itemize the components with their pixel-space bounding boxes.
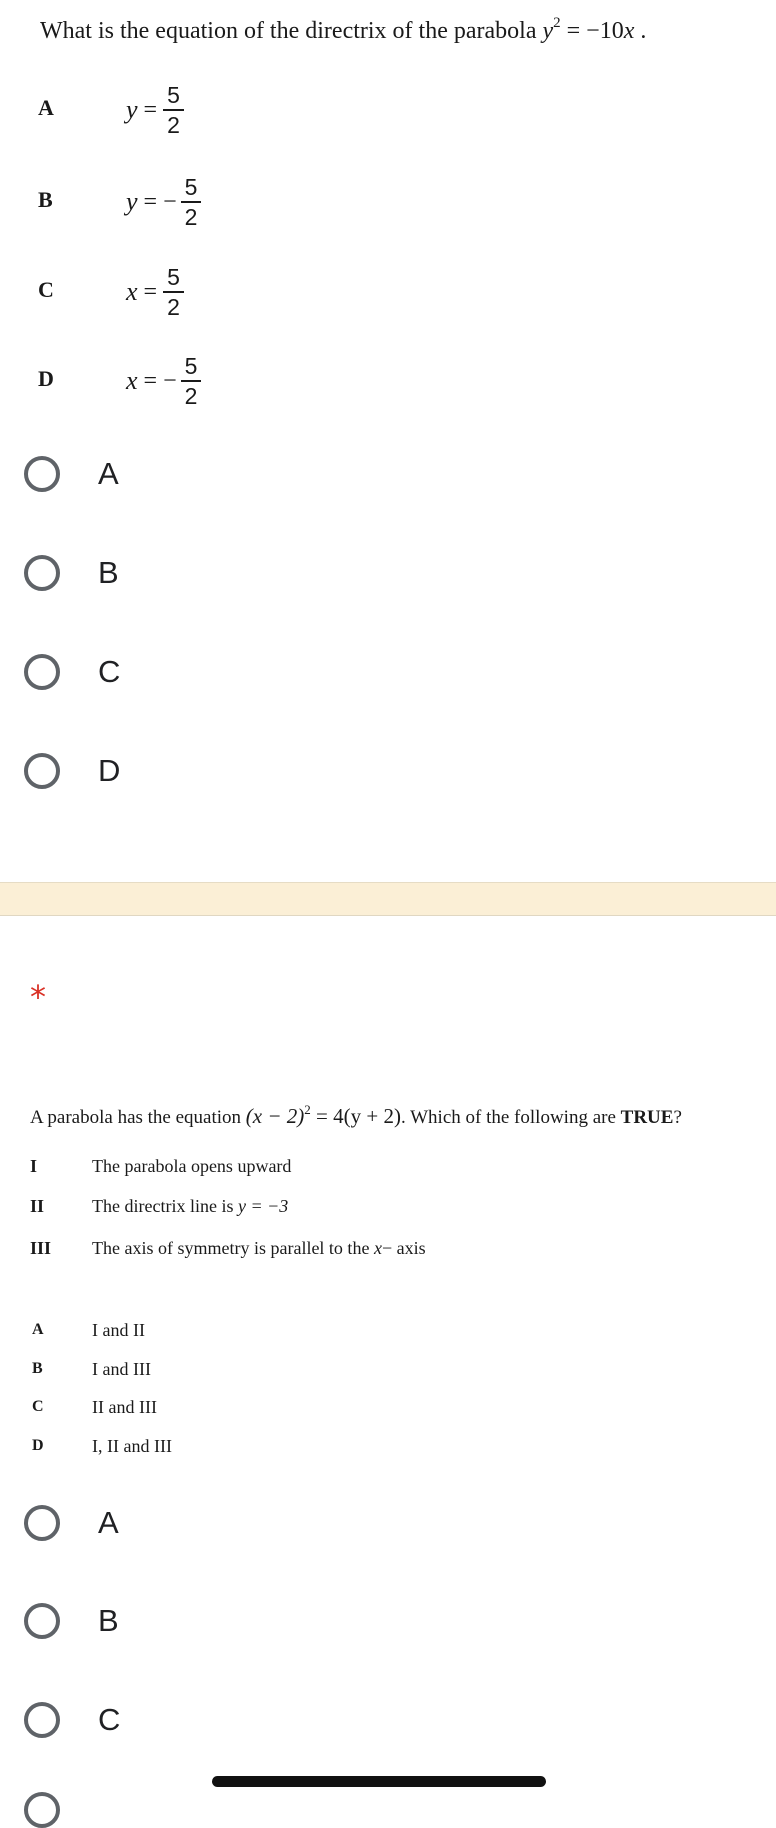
fraction-denominator: 2 xyxy=(184,204,198,230)
radio-button-icon[interactable] xyxy=(24,1702,60,1738)
radio-label: B xyxy=(98,555,119,590)
option-equals: = xyxy=(143,188,158,215)
statement-text-part: The axis of symmetry is parallel to the xyxy=(92,1238,370,1258)
q1-radio-option-b[interactable] xyxy=(24,545,119,601)
statement-number: III xyxy=(30,1238,52,1258)
question2-stem-post: . Which of the following are xyxy=(400,1107,616,1128)
radio-label: C xyxy=(98,1702,121,1737)
option-equation xyxy=(126,257,184,327)
question1-stem-math xyxy=(542,15,640,44)
statement-math: y = −3 xyxy=(237,1196,289,1216)
q1-radio-option-c[interactable] xyxy=(24,644,120,700)
option-var: x xyxy=(126,277,138,306)
radio-label: D xyxy=(98,753,121,788)
option-var: y xyxy=(126,95,138,124)
question1-stem-text: What is the equation of the directrix of the parabola xyxy=(40,18,537,44)
fraction-denominator: 2 xyxy=(184,383,198,409)
question2-equation xyxy=(246,1104,401,1128)
q2-radio-option-c[interactable] xyxy=(24,1692,120,1748)
q2-radio-option-a[interactable] xyxy=(24,1495,119,1551)
radio-button-icon[interactable] xyxy=(24,1505,60,1541)
question2-stem-bold: TRUE xyxy=(620,1107,674,1128)
statement-text xyxy=(92,1196,288,1217)
q1-radio-option-a[interactable] xyxy=(24,446,119,502)
choice-text: II and III xyxy=(92,1397,157,1417)
choice-text: I, II and III xyxy=(92,1436,172,1456)
option-var: y xyxy=(126,187,138,216)
choice-letter: D xyxy=(32,1437,44,1454)
equation-exponent: 2 xyxy=(304,1102,311,1117)
radio-button-icon[interactable] xyxy=(24,1792,60,1828)
choice-text: I and II xyxy=(92,1320,145,1340)
required-marker: * xyxy=(30,978,46,1016)
stem-math-rhs: = −10 xyxy=(566,18,624,44)
fraction xyxy=(163,265,184,319)
option-letter: D xyxy=(38,366,54,391)
fraction-numerator: 5 xyxy=(184,352,198,379)
radio-button-icon[interactable] xyxy=(24,555,60,591)
option-sign: − xyxy=(163,367,177,394)
question2-stem xyxy=(30,1104,770,1129)
radio-button-icon[interactable] xyxy=(24,753,60,789)
choice-letter: C xyxy=(32,1398,44,1415)
choice-text: I and III xyxy=(92,1359,151,1379)
statement-suffix: − axis xyxy=(381,1238,426,1258)
radio-button-icon[interactable] xyxy=(24,654,60,690)
radio-label: B xyxy=(98,1603,119,1638)
option-letter: B xyxy=(38,187,53,212)
fraction-numerator: 5 xyxy=(167,263,180,290)
option-var: x xyxy=(126,366,138,395)
stem-math-lhs: y xyxy=(542,18,554,44)
fraction xyxy=(163,83,184,137)
fraction-numerator: 5 xyxy=(184,173,198,200)
section-divider xyxy=(0,882,776,916)
stem-period: . xyxy=(640,18,647,44)
statement-math: x xyxy=(373,1238,382,1258)
option-equals: = xyxy=(143,96,158,123)
option-equation xyxy=(126,346,201,416)
question1-stem xyxy=(40,15,760,45)
equation-lhs: (x − 2) xyxy=(245,1104,305,1128)
radio-button-icon[interactable] xyxy=(24,456,60,492)
option-letter: C xyxy=(38,277,54,302)
statement-number: I xyxy=(30,1156,38,1176)
question2-stem-qmark: ? xyxy=(673,1107,682,1128)
option-equation xyxy=(126,75,184,145)
choice-letter: B xyxy=(32,1360,43,1377)
fraction-numerator: 5 xyxy=(167,81,180,108)
equation-rhs: = 4(y + 2) xyxy=(316,1104,401,1128)
option-letter: A xyxy=(38,95,54,120)
q1-radio-option-d[interactable] xyxy=(24,743,120,799)
radio-label: A xyxy=(98,456,119,491)
option-equation xyxy=(126,167,201,237)
option-equals: = xyxy=(143,367,158,394)
fraction xyxy=(181,354,202,408)
fraction-denominator: 2 xyxy=(167,112,180,138)
option-sign: − xyxy=(163,188,177,215)
stem-math-var: x xyxy=(623,18,635,44)
q2-radio-option-b[interactable] xyxy=(24,1593,119,1649)
stem-math-exponent: 2 xyxy=(553,15,561,31)
radio-label: C xyxy=(98,654,121,689)
home-indicator[interactable] xyxy=(212,1776,546,1787)
radio-label: A xyxy=(98,1505,119,1540)
fraction-denominator: 2 xyxy=(167,294,180,320)
statement-number: II xyxy=(30,1196,45,1216)
statement-text xyxy=(92,1238,426,1259)
question2-stem-text: A parabola has the equation xyxy=(30,1107,242,1128)
statement-text-part: The directrix line is xyxy=(92,1196,234,1216)
option-equals: = xyxy=(143,278,158,305)
fraction xyxy=(181,175,202,229)
choice-letter: A xyxy=(32,1321,44,1338)
radio-button-icon[interactable] xyxy=(24,1603,60,1639)
statement-text: The parabola opens upward xyxy=(92,1156,292,1176)
